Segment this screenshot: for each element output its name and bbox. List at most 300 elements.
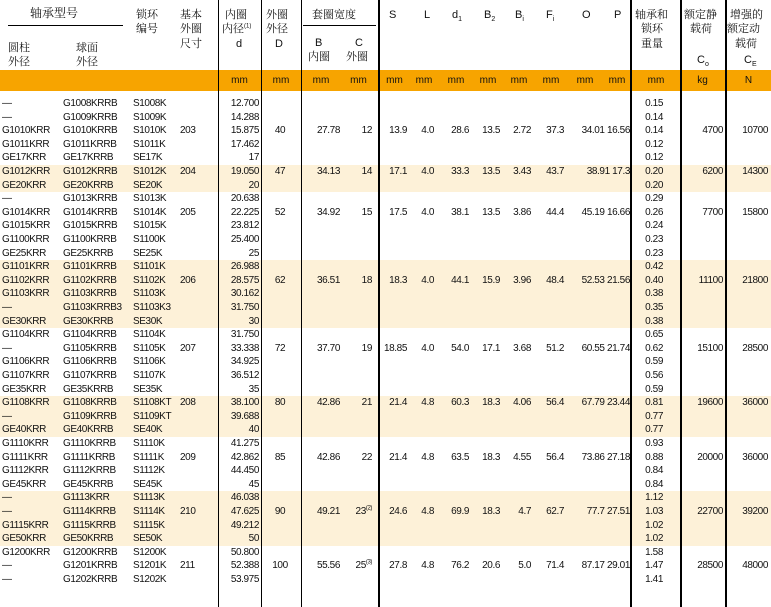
table-cell: 6200 bbox=[702, 166, 723, 177]
table-cell: 24.6 bbox=[389, 506, 407, 517]
table-cell: G1010KRRB bbox=[63, 125, 118, 137]
table-cell: 12 bbox=[361, 125, 372, 137]
table-cell: G1104KRR bbox=[2, 329, 50, 341]
table-cell: 0.77 bbox=[645, 410, 663, 422]
table-cell: 46.038 bbox=[230, 492, 259, 504]
table-cell: 207 bbox=[180, 342, 196, 354]
table-cell: 34.01 16.56 bbox=[581, 125, 630, 137]
table-cell: 0.84 bbox=[645, 465, 663, 477]
table-cell: 54.0 bbox=[451, 342, 469, 354]
table-cell: 0.81 bbox=[645, 397, 663, 409]
table-cell: G1112KRRB bbox=[63, 465, 116, 477]
table-cell: 0.62 bbox=[645, 342, 663, 354]
table-cell: S1200K bbox=[133, 546, 167, 558]
table-cell: G1100KRR bbox=[2, 234, 50, 245]
table-cell: 42.86 bbox=[316, 451, 340, 463]
table-cell: 33.338 bbox=[230, 342, 259, 354]
table-cell: 28.6 bbox=[451, 125, 469, 137]
table-cell: 0.88 bbox=[645, 451, 663, 463]
table-cell: G1112KRR bbox=[2, 465, 49, 477]
table-cell: 47.625 bbox=[230, 506, 259, 517]
table-cell: 20.6 bbox=[482, 560, 500, 572]
table-cell: 85 bbox=[274, 451, 286, 463]
table-cell: S1103K bbox=[133, 288, 166, 300]
table-cell: S1100K bbox=[133, 234, 166, 245]
table-cell: S1013K bbox=[133, 193, 167, 205]
table-cell: 0.14 bbox=[645, 111, 663, 123]
table-cell: G1103KRRB3 bbox=[63, 302, 122, 313]
table-cell: 0.29 bbox=[645, 193, 663, 205]
col-rule bbox=[261, 0, 262, 607]
table-cell: G1115KRR bbox=[2, 519, 49, 531]
table-cell: G1115KRRB bbox=[63, 519, 116, 531]
table-cell: 4.0 bbox=[421, 206, 434, 218]
header-weight-2: 锁环 bbox=[641, 23, 663, 35]
table-cell: 4.0 bbox=[421, 274, 434, 286]
table-cell: 25 bbox=[248, 247, 259, 259]
header-weight-3: 重量 bbox=[641, 38, 663, 50]
table-cell: GE35KRR bbox=[2, 383, 46, 395]
table-cell: 22700 bbox=[697, 506, 723, 517]
table-cell: 3.43 bbox=[513, 166, 531, 177]
table-cell: 18.3 bbox=[482, 506, 500, 517]
table-cell: S1012K bbox=[133, 166, 167, 177]
header-cyl-1: 圆柱 bbox=[8, 42, 30, 54]
table-cell: 0.42 bbox=[645, 261, 663, 273]
table-cell: 19600 bbox=[697, 397, 723, 409]
table-cell: SE25K bbox=[133, 247, 163, 259]
table-cell: G1101KRR bbox=[2, 261, 50, 273]
unit-label: mm bbox=[312, 75, 330, 86]
table-cell: 38.1 bbox=[451, 206, 469, 218]
table-cell: 52.388 bbox=[230, 560, 259, 572]
table-cell: 27.78 bbox=[316, 125, 340, 137]
table-cell: 15100 bbox=[697, 342, 723, 354]
table-cell: 1.41 bbox=[645, 574, 663, 585]
table-cell: G1114KRRB bbox=[63, 506, 116, 517]
table-cell: S1106K bbox=[133, 356, 166, 368]
header-b2: $B_2$ bbox=[484, 9, 496, 24]
table-cell: 4.0 bbox=[421, 125, 434, 137]
unit-label: kg bbox=[697, 75, 708, 86]
table-cell: 45 bbox=[248, 478, 259, 490]
header-sph-2: 外径 bbox=[76, 56, 98, 68]
table-cell: G1107KRRB bbox=[63, 370, 117, 381]
table-cell: GE17KRRB bbox=[63, 152, 114, 164]
table-cell: 20 bbox=[248, 179, 259, 191]
table-cell: 4.8 bbox=[421, 560, 434, 572]
table-cell: 39.688 bbox=[230, 410, 259, 422]
unit-label: mm bbox=[386, 75, 403, 86]
unit-label: mm bbox=[542, 75, 560, 86]
table-cell: SE17K bbox=[133, 152, 163, 164]
table-cell: 23$^{(2)}$ bbox=[355, 505, 372, 517]
header-outer-2: 外径 bbox=[266, 23, 288, 35]
table-cell: 27.8 bbox=[389, 560, 407, 572]
header-outer-1: 外圈 bbox=[266, 9, 288, 21]
table-cell: 18.3 bbox=[389, 274, 407, 286]
table-cell: 23.812 bbox=[230, 220, 259, 232]
table-cell: 73.86 27.18 bbox=[581, 451, 630, 463]
header-outer-3: D bbox=[275, 38, 283, 50]
table-cell: 0.77 bbox=[645, 424, 663, 436]
table-cell: S1008K bbox=[133, 98, 167, 109]
table-cell: — bbox=[2, 111, 12, 123]
header-width-b-1: B bbox=[315, 37, 323, 49]
table-cell: 210 bbox=[180, 506, 196, 517]
table-cell: 26.988 bbox=[230, 261, 259, 273]
table-cell: — bbox=[2, 560, 12, 572]
unit-label: mm bbox=[231, 75, 248, 86]
table-cell: 14.288 bbox=[230, 111, 259, 123]
table-cell: S1114K bbox=[133, 506, 165, 517]
table-cell: 4.0 bbox=[421, 342, 434, 354]
table-cell: — bbox=[2, 506, 12, 517]
table-cell: 100 bbox=[272, 560, 288, 572]
table-cell: G1100KRRB bbox=[63, 234, 117, 245]
table-cell: 0.12 bbox=[645, 152, 663, 164]
table-cell: 36.51 bbox=[316, 274, 340, 286]
table-cell: G1014KRRB bbox=[63, 206, 118, 218]
footnote-mark: (2) bbox=[365, 505, 372, 512]
table-cell: G1102KRRB bbox=[63, 274, 117, 286]
table-cell: 52.53 21.56 bbox=[581, 274, 630, 286]
table-cell: 18 bbox=[361, 274, 372, 286]
table-cell: S1010K bbox=[133, 125, 167, 137]
header-weight-1: 轴承和 bbox=[635, 9, 668, 21]
table-cell: 15.875 bbox=[230, 125, 259, 137]
table-cell: S1113K bbox=[133, 492, 165, 504]
table-cell: S1102K bbox=[133, 274, 166, 286]
table-cell: 21 bbox=[361, 397, 372, 409]
table-cell: S1009K bbox=[133, 111, 167, 123]
table-cell: 17.5 bbox=[389, 206, 407, 218]
unit-label: mm bbox=[447, 75, 465, 86]
table-cell: GE35KRRB bbox=[63, 383, 114, 395]
table-cell: G1108KRRB bbox=[63, 397, 117, 409]
table-cell: — bbox=[2, 574, 12, 585]
unit-label: mm bbox=[415, 75, 433, 86]
table-cell: 67.79 23.44 bbox=[581, 397, 630, 409]
table-cell: 3.86 bbox=[513, 206, 531, 218]
table-cell: S1011K bbox=[133, 138, 166, 150]
table-cell: 49.21 bbox=[316, 506, 340, 517]
header-o: O bbox=[582, 9, 591, 21]
header-width-c-1: C bbox=[355, 37, 363, 49]
table-cell: 1.03 bbox=[645, 506, 663, 517]
table-cell: 31.750 bbox=[230, 329, 259, 341]
table-cell: GE30KRR bbox=[2, 315, 46, 327]
table-cell: SE35K bbox=[133, 383, 163, 395]
table-cell: 206 bbox=[180, 274, 196, 286]
table-cell: 51.2 bbox=[546, 342, 564, 354]
table-cell: 3.96 bbox=[513, 274, 531, 286]
table-cell: 40 bbox=[274, 125, 286, 137]
table-cell: 48.4 bbox=[546, 274, 564, 286]
table-cell: SE45K bbox=[133, 478, 163, 490]
table-cell: — bbox=[2, 193, 12, 205]
unit-label: mm bbox=[576, 75, 594, 86]
table-cell: 1.47 bbox=[645, 560, 663, 572]
table-cell: 0.38 bbox=[645, 288, 663, 300]
table-cell: SE30K bbox=[133, 315, 163, 327]
table-cell: GE25KRR bbox=[2, 247, 46, 259]
table-cell: SE20K bbox=[133, 179, 163, 191]
table-cell: 204 bbox=[180, 166, 196, 177]
header-bearing-no: 轴承型号 bbox=[30, 6, 79, 20]
table-cell: 0.93 bbox=[645, 438, 663, 449]
header-width-title: 套圈宽度 bbox=[312, 9, 356, 21]
table-cell: 0.56 bbox=[645, 370, 663, 381]
table-cell: 50.800 bbox=[230, 546, 259, 558]
table-cell: — bbox=[2, 98, 12, 109]
table-cell: 76.2 bbox=[451, 560, 469, 572]
table-cell: 14300 bbox=[742, 166, 768, 177]
table-cell: 42.86 bbox=[316, 397, 340, 409]
table-cell: 15.9 bbox=[482, 274, 500, 286]
header-p: P bbox=[614, 9, 622, 21]
table-cell: G1200KRRB bbox=[63, 546, 118, 558]
table-cell: G1106KRRB bbox=[63, 356, 117, 368]
table-cell: GE40KRR bbox=[2, 424, 46, 436]
header-c0-1: 额定静 bbox=[684, 9, 717, 21]
header-bore-2: 内径$^{(1)}$ bbox=[222, 23, 252, 35]
table-cell: S1112K bbox=[133, 465, 165, 477]
table-cell: 36.512 bbox=[230, 370, 259, 381]
table-cell: 0.14 bbox=[645, 125, 663, 137]
unit-label: mm bbox=[272, 75, 290, 86]
col-rule bbox=[301, 0, 302, 607]
footnote-mark: (3) bbox=[365, 560, 372, 567]
col-rule bbox=[680, 0, 682, 607]
table-cell: 15 bbox=[361, 206, 372, 218]
header-c0-2: 载荷 bbox=[690, 23, 712, 35]
table-cell: G1201KRRB bbox=[63, 560, 118, 572]
table-cell: 60.55 21.74 bbox=[581, 342, 630, 354]
unit-label: mm bbox=[647, 75, 665, 86]
table-cell: GE50KRR bbox=[2, 533, 46, 545]
table-cell: 36000 bbox=[742, 451, 768, 463]
table-cell: 25.400 bbox=[230, 234, 259, 245]
table-cell: 18.3 bbox=[482, 451, 500, 463]
table-cell: SE40K bbox=[133, 424, 163, 436]
header-rule-width bbox=[303, 25, 376, 26]
table-cell: 209 bbox=[180, 451, 196, 463]
table-cell: 4.55 bbox=[513, 451, 531, 463]
table-cell: 1.02 bbox=[645, 519, 663, 531]
table-cell: 15800 bbox=[742, 206, 768, 218]
table-cell: G1202KRRB bbox=[63, 574, 118, 585]
table-cell: 62 bbox=[274, 274, 286, 286]
table-cell: GE25KRRB bbox=[63, 247, 114, 259]
table-cell: S1103K3 bbox=[133, 302, 171, 313]
table-cell: 77.7 27.51 bbox=[586, 506, 630, 517]
table-cell: 71.4 bbox=[546, 560, 564, 572]
header-bi: $B_i$ bbox=[515, 9, 524, 24]
table-cell: 208 bbox=[180, 397, 196, 409]
header-d1: $d_1$ bbox=[452, 9, 463, 24]
header-ce-2: 额定动 bbox=[727, 23, 760, 35]
table-cell: G1101KRRB bbox=[63, 261, 117, 273]
table-cell: 17.462 bbox=[230, 138, 259, 150]
header-bore-3: d bbox=[236, 38, 243, 50]
table-cell: 28500 bbox=[697, 560, 723, 572]
table-cell: S1015K bbox=[133, 220, 167, 232]
table-cell: 53.975 bbox=[230, 574, 259, 585]
table-cell: G1015KRRB bbox=[63, 220, 118, 232]
table-cell: 17.1 bbox=[389, 166, 407, 177]
table-cell: 42.862 bbox=[230, 451, 259, 463]
table-cell: 34.13 bbox=[316, 166, 340, 177]
table-cell: 72 bbox=[274, 342, 286, 354]
table-cell: S1101K bbox=[133, 261, 166, 273]
table-cell: 4.0 bbox=[421, 166, 434, 177]
table-cell: GE45KRRB bbox=[63, 478, 114, 490]
col-rule bbox=[630, 0, 632, 607]
header-basic-3: 尺寸 bbox=[180, 38, 202, 50]
table-cell: 17 bbox=[248, 152, 259, 164]
table-cell: 21.4 bbox=[389, 397, 407, 409]
header-basic-2: 外圈 bbox=[180, 23, 202, 35]
table-cell: 36000 bbox=[742, 397, 768, 409]
table-cell: 44.450 bbox=[230, 465, 259, 477]
table-cell: 0.84 bbox=[645, 478, 663, 490]
table-cell: 211 bbox=[180, 560, 195, 572]
table-cell: G1009KRRB bbox=[63, 111, 118, 123]
table-cell: 0.65 bbox=[645, 329, 663, 341]
table-cell: 80 bbox=[274, 397, 286, 409]
table-cell: G1015KRR bbox=[2, 220, 50, 232]
table-cell: G1109KRRB bbox=[63, 410, 117, 422]
table-cell: 0.35 bbox=[645, 302, 663, 313]
table-cell: 18.85 bbox=[383, 342, 407, 354]
table-cell: 37.3 bbox=[546, 125, 564, 137]
table-cell: S1109KT bbox=[133, 410, 172, 422]
table-cell: S1108KT bbox=[133, 397, 172, 409]
table-cell: 44.4 bbox=[546, 206, 564, 218]
table-cell: 33.3 bbox=[451, 166, 469, 177]
table-cell: 20.638 bbox=[230, 193, 259, 205]
table-cell: 48000 bbox=[742, 560, 768, 572]
table-cell: 52 bbox=[274, 206, 286, 218]
table-cell: SE50K bbox=[133, 533, 163, 545]
table-cell: 0.40 bbox=[645, 274, 663, 286]
table-cell: 13.5 bbox=[482, 166, 500, 177]
table-cell: G1200KRR bbox=[2, 546, 50, 558]
table-cell: 0.59 bbox=[645, 383, 663, 395]
table-cell: S1014K bbox=[133, 206, 167, 218]
table-cell: 13.5 bbox=[482, 206, 500, 218]
header-bore-1: 内圈 bbox=[225, 9, 247, 21]
table-cell: 19 bbox=[361, 342, 372, 354]
table-cell: G1110KRRB bbox=[63, 438, 116, 449]
table-cell: 1.12 bbox=[645, 492, 663, 504]
table-cell: 44.1 bbox=[451, 274, 469, 286]
table-cell: G1012KRR bbox=[2, 166, 50, 177]
table-cell: 0.20 bbox=[645, 166, 663, 177]
header-ce-3: 载荷 bbox=[735, 38, 757, 50]
table-cell: 35 bbox=[248, 383, 259, 395]
header-sph-1: 球面 bbox=[76, 42, 98, 54]
table-cell: 1.02 bbox=[645, 533, 663, 545]
table-cell: 1.58 bbox=[645, 546, 663, 558]
table-cell: 0.38 bbox=[645, 315, 663, 327]
table-cell: 60.3 bbox=[451, 397, 469, 409]
table-cell: G1103KRRB bbox=[63, 288, 117, 300]
table-cell: 5.0 bbox=[518, 560, 531, 572]
unit-label: mm bbox=[510, 75, 528, 86]
table-cell: 47 bbox=[274, 166, 286, 177]
table-cell: — bbox=[2, 492, 12, 504]
table-cell: 13.9 bbox=[389, 125, 407, 137]
table-cell: 28500 bbox=[742, 342, 768, 354]
table-cell: G1011KRR bbox=[2, 138, 50, 150]
table-cell: G1104KRRB bbox=[63, 329, 117, 341]
table-cell: G1010KRR bbox=[2, 125, 50, 137]
table-cell: 38.91 17.3 bbox=[586, 166, 630, 177]
table-cell: 37.70 bbox=[316, 342, 340, 354]
table-cell: 69.9 bbox=[451, 506, 469, 517]
table-cell: GE20KRRB bbox=[63, 179, 114, 191]
table-cell: 4.7 bbox=[518, 506, 531, 517]
header-collar-2: 编号 bbox=[136, 23, 158, 35]
table-cell: 25$^{(3)}$ bbox=[355, 560, 372, 572]
table-cell: 205 bbox=[180, 206, 196, 218]
table-cell: G1103KRR bbox=[2, 288, 50, 300]
table-cell: 34.92 bbox=[316, 206, 340, 218]
table-cell: S1111K bbox=[133, 451, 164, 463]
table-cell: 14 bbox=[361, 166, 372, 177]
table-cell: — bbox=[2, 342, 12, 354]
table-cell: G1012KRRB bbox=[63, 166, 118, 177]
table-cell: 38.100 bbox=[230, 397, 259, 409]
table-cell: 0.20 bbox=[645, 179, 663, 191]
table-cell: 31.750 bbox=[230, 302, 259, 313]
header-basic-1: 基本 bbox=[180, 9, 202, 21]
table-cell: 50 bbox=[248, 533, 259, 545]
table-cell: G1013KRRB bbox=[63, 193, 118, 205]
unit-label: N bbox=[744, 75, 753, 86]
table-cell: GE17KRR bbox=[2, 152, 46, 164]
table-cell: 0.26 bbox=[645, 206, 663, 218]
table-cell: 4.8 bbox=[421, 397, 434, 409]
table-cell: 30 bbox=[248, 315, 259, 327]
table-cell: 56.4 bbox=[546, 451, 564, 463]
table-cell: — bbox=[2, 302, 12, 313]
table-cell: 7700 bbox=[702, 206, 723, 218]
table-cell: 203 bbox=[180, 125, 196, 137]
col-rule bbox=[218, 0, 219, 607]
table-cell: G1106KRR bbox=[2, 356, 50, 368]
table-cell: 56.4 bbox=[546, 397, 564, 409]
table-cell: 20000 bbox=[697, 451, 723, 463]
header-s: S bbox=[389, 9, 397, 21]
table-cell: S1202K bbox=[133, 574, 167, 585]
table-cell: 0.23 bbox=[645, 234, 663, 245]
table-cell: 0.15 bbox=[645, 98, 663, 109]
table-cell: 87.17 29.01 bbox=[581, 560, 630, 572]
table-cell: 39200 bbox=[742, 506, 768, 517]
header-c0-3: $C_o$ bbox=[697, 54, 709, 69]
header-l: L bbox=[424, 9, 431, 21]
table-cell: GE40KRRB bbox=[63, 424, 114, 436]
table-cell: 63.5 bbox=[451, 451, 469, 463]
unit-label: mm bbox=[608, 75, 626, 86]
table-cell: GE30KRRB bbox=[63, 315, 114, 327]
table-cell: 28.575 bbox=[230, 274, 259, 286]
table-cell: 4.06 bbox=[513, 397, 531, 409]
table-cell: 11100 bbox=[698, 274, 723, 286]
